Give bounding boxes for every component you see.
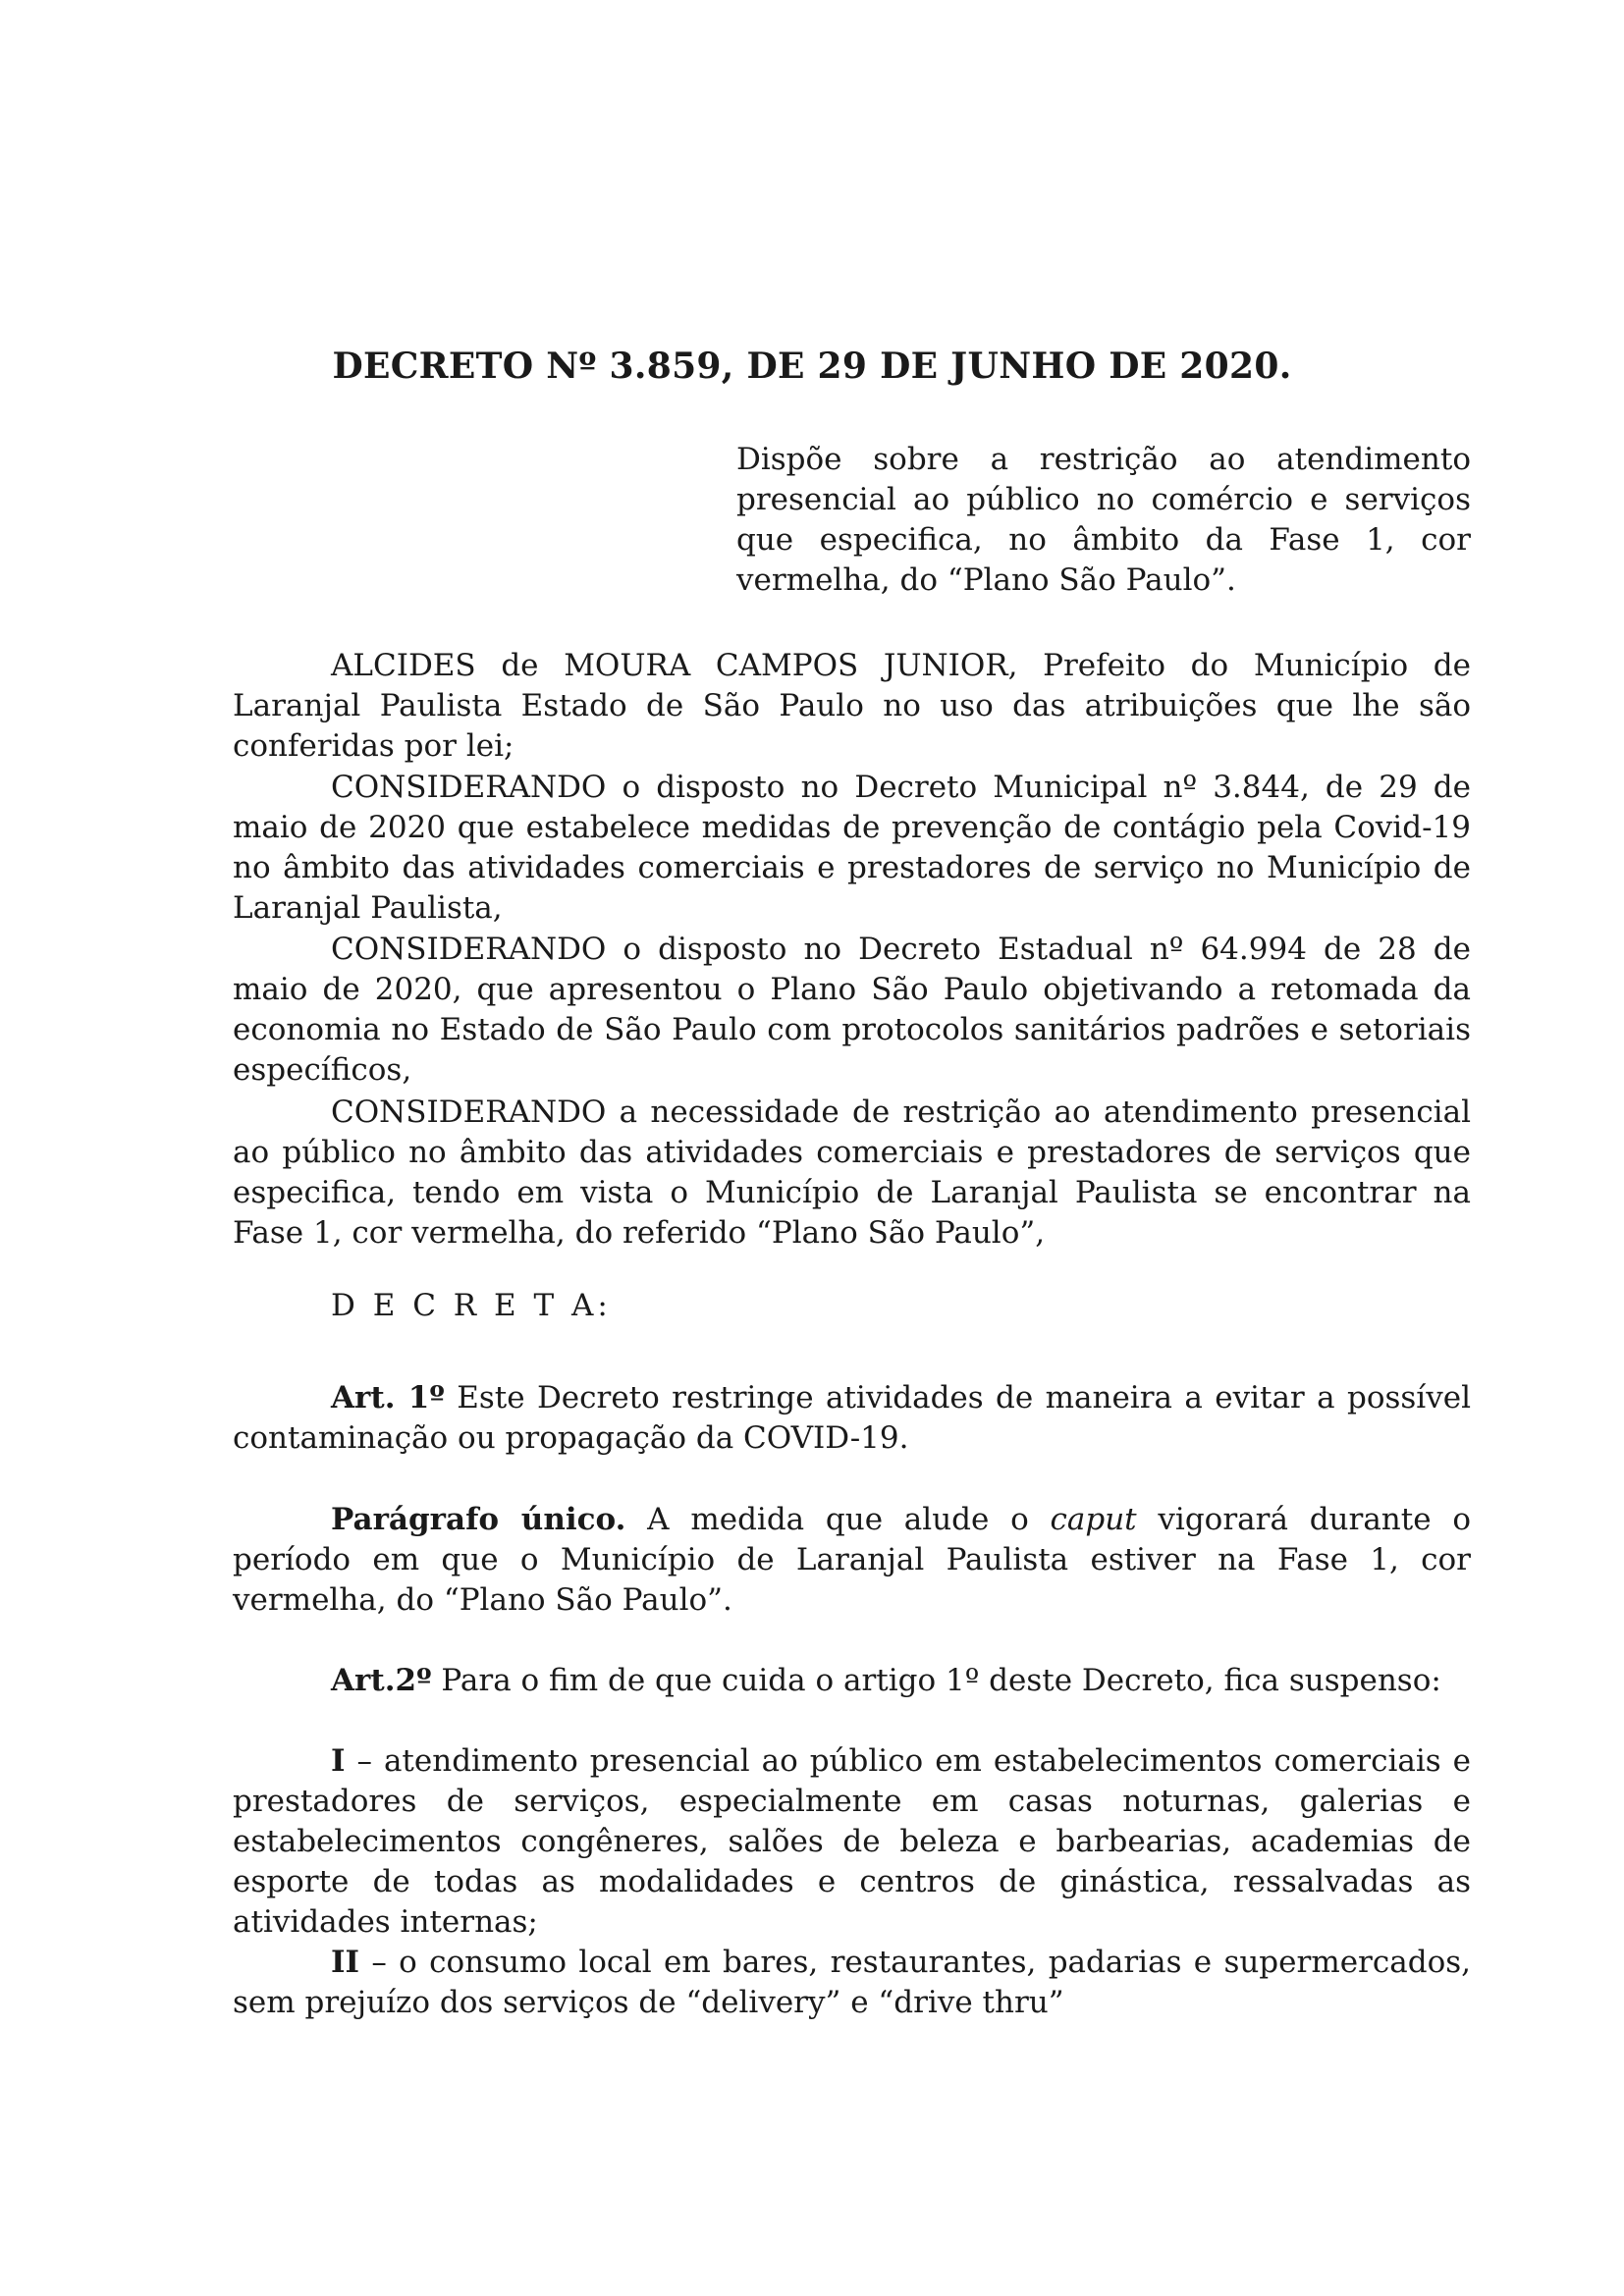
- preamble-paragraph: ALCIDES de MOURA CAMPOS JUNIOR, Prefeito do Município de Laranjal Paulista Estado de São Paulo no uso das atribuições que lhe são conferidas por lei;: [233, 648, 1471, 764]
- inciso-i-label: I: [331, 1743, 346, 1779]
- inciso-i: [233, 1741, 1471, 1943]
- considerando-paragraph-3: CONSIDERANDO a necessidade de restrição ao atendimento presencial ao público no âmbito das atividades comerciais e prestadores de serviços que especifica, tendo em vista o Município de Laranjal Paulista se encontrar na Fase 1, cor vermelha, do referido “Plano São Paulo”,: [233, 1095, 1471, 1251]
- inciso-ii-label: II: [331, 1945, 360, 1980]
- sole-paragraph: [233, 1500, 1471, 1621]
- article-1-text: Este Decreto restringe atividades de maneira a evitar a possível contaminação ou propagação da COVID-19.: [233, 1380, 1471, 1456]
- decree-title: DECRETO Nº 3.859, DE 29 DE JUNHO DE 2020.: [332, 346, 1292, 387]
- article-2-text: Para o fim de que cuida o artigo 1º deste Decreto, fica suspenso:: [431, 1663, 1441, 1698]
- decree-summary: Dispõe sobre a restrição ao atendimento presencial ao público no comércio e serviços que especifica, no âmbito da Fase 1, cor vermelha, do “Plano São Paulo”.: [736, 442, 1471, 598]
- decreta-heading: D E C R E T A:: [331, 1288, 612, 1323]
- sole-paragraph-text-after: vigorará durante o período em que o Município de Laranjal Paulista estiver na Fase 1, cor vermelha, do “Plano São Paulo”.: [233, 1502, 1471, 1618]
- caput-term: caput: [1050, 1502, 1137, 1537]
- article-2-label: Art.2º: [331, 1663, 432, 1698]
- article-1-label: Art. 1º: [331, 1380, 445, 1415]
- considerando-paragraph-2: CONSIDERANDO o disposto no Decreto Estadual nº 64.994 de 28 de maio de 2020, que apresentou o Plano São Paulo objetivando a retomada da economia no Estado de São Paulo com protocolos sanitários padrões e setoriais específicos,: [233, 932, 1471, 1088]
- article-1: [233, 1378, 1471, 1459]
- sole-paragraph-label: Parágrafo único.: [331, 1502, 626, 1537]
- inciso-ii-text: – o consumo local em bares, restaurantes, padarias e supermercados, sem prejuízo dos serviços de “delivery” e “drive thru”: [233, 1945, 1471, 2020]
- inciso-ii: [233, 1943, 1471, 2023]
- considerando-paragraph-1: CONSIDERANDO o disposto no Decreto Municipal nº 3.844, de 29 de maio de 2020 que estabelece medidas de prevenção de contágio pela Covid-19 no âmbito das atividades comerciais e prestadores de serviço no Município de Laranjal Paulista,: [233, 770, 1471, 926]
- sole-paragraph-text-before: A medida que alude o: [625, 1502, 1051, 1537]
- article-2: [233, 1661, 1471, 1701]
- inciso-i-text: – atendimento presencial ao público em estabelecimentos comerciais e prestadores de serviços, especialmente em casas noturnas, galerias e estabelecimentos congêneres, salões de beleza e barbearias, academias de esporte de todas as modalidades e centros de ginástica, ressalvadas as atividades internas;: [233, 1743, 1471, 1940]
